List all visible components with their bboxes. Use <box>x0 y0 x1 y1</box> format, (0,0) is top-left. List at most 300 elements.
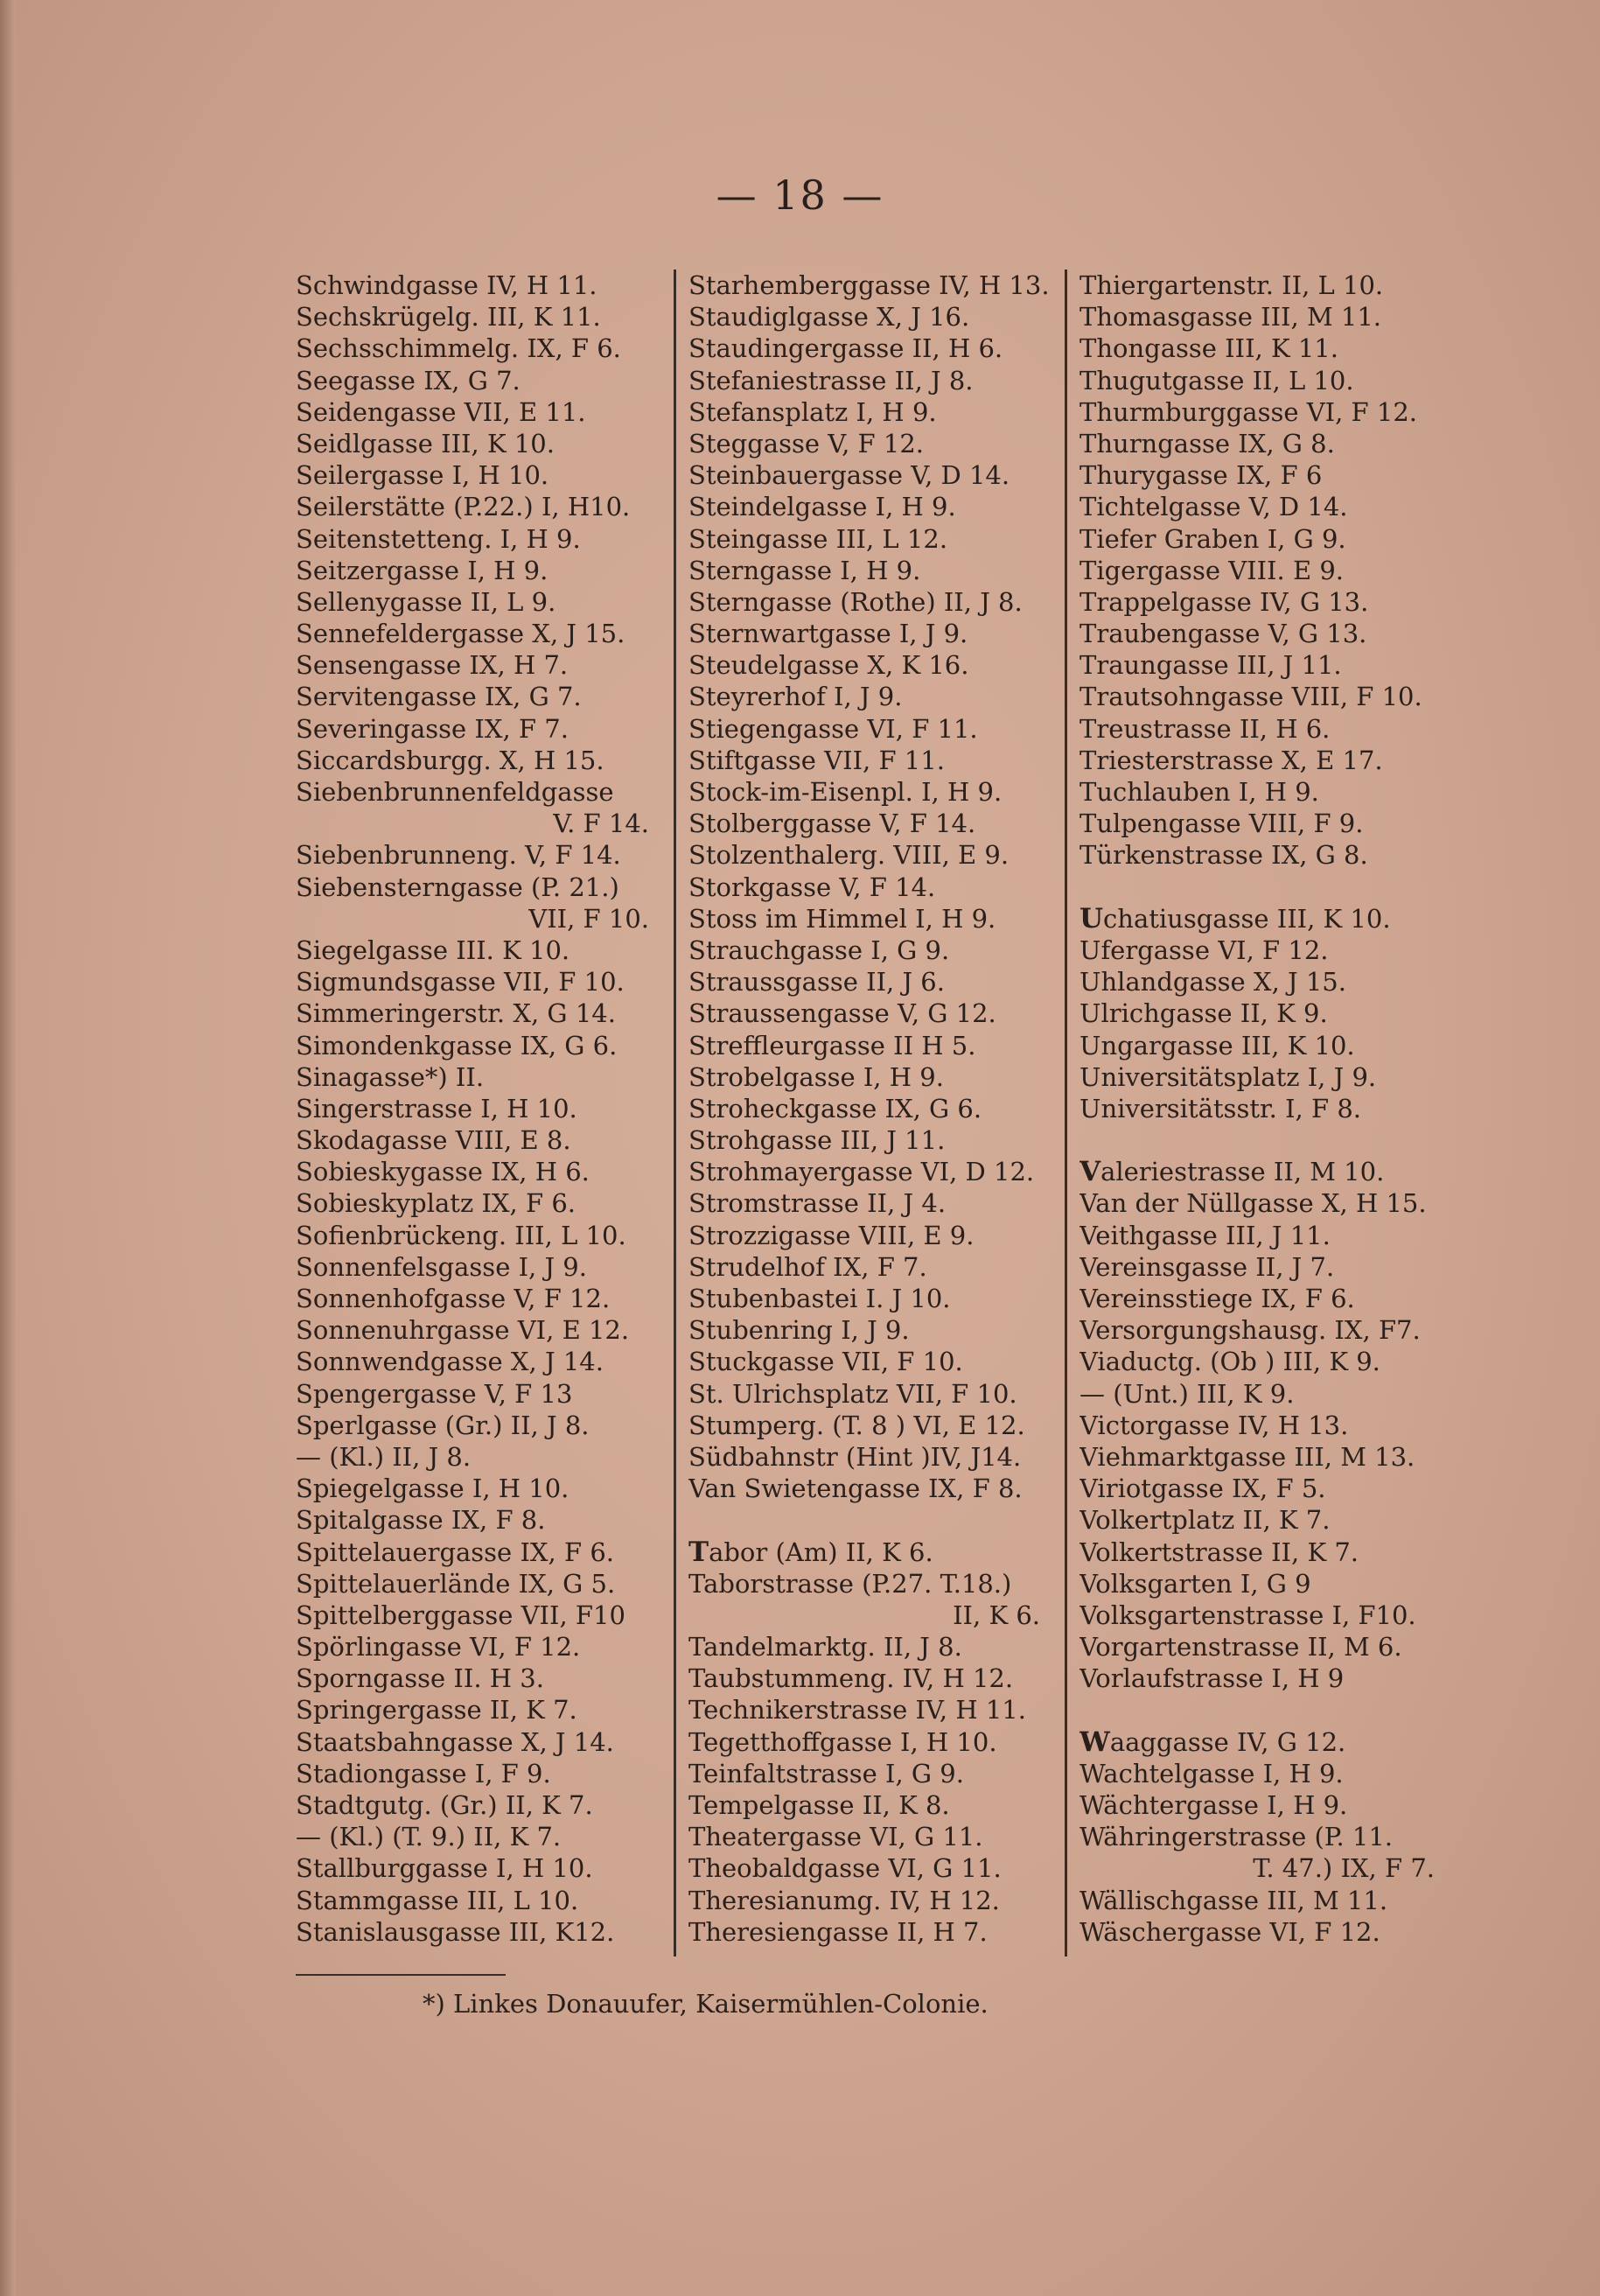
index-entry-text: Seilerstätte (P.22.) I, H10. <box>296 492 631 522</box>
index-entry <box>1079 1378 1459 1410</box>
index-entry-text: Thugutgasse II, L 10. <box>1079 365 1354 396</box>
index-entry-text: Stumperg. (T. 8 ) VI, E 12. <box>688 1410 1025 1440</box>
index-entry-text: Wachtelgasse I, H 9. <box>1079 1758 1344 1788</box>
index-entry <box>688 1694 1065 1726</box>
index-entry <box>1079 1410 1459 1441</box>
index-entry-text: Tiefer Graben I, G 9. <box>1079 523 1346 554</box>
index-entry-text: Steudelgasse X, K 16. <box>688 650 969 681</box>
index-entry <box>1079 459 1459 491</box>
index-entry-text: Seegasse IX, G 7. <box>296 365 521 396</box>
index-entry <box>1079 1821 1459 1852</box>
index-entry-text: Tempelgasse II, K 8. <box>688 1790 950 1820</box>
index-entry-text: Simondenkgasse IX, G 6. <box>296 1030 618 1060</box>
index-entry <box>688 808 1065 839</box>
index-entry-text: Stanislausgasse III, K12. <box>296 1916 615 1947</box>
index-entry <box>1079 934 1459 966</box>
index-entry-text: aaggasse IV, G 12. <box>1109 1726 1346 1757</box>
index-entry-text: Vereinsstiege IX, F 6. <box>1079 1284 1355 1313</box>
index-entry-text: Stock-im-Eisenpl. I, H 9. <box>688 777 1003 807</box>
index-entry-text: Singerstrasse I, H 10. <box>296 1093 577 1124</box>
footnote-rule <box>296 1974 506 1976</box>
index-entry <box>688 1061 1065 1093</box>
index-entry-text: aleriestrasse II, M 10. <box>1100 1157 1385 1187</box>
index-entry <box>1079 1758 1459 1789</box>
index-entry <box>688 1410 1065 1441</box>
index-entry-text: Stoss im Himmel I, H 9. <box>688 903 996 934</box>
index-entry-text: Stuckgasse VII, F 10. <box>688 1347 963 1377</box>
index-entry-text: Thurygasse IX, F 6 <box>1079 460 1323 491</box>
index-entry-text: Traubengasse V, G 13. <box>1079 619 1367 649</box>
index-entry-text: St. Ulrichsplatz VII, F 10. <box>688 1378 1017 1409</box>
index-entry <box>296 365 674 396</box>
index-entry <box>1079 1662 1459 1694</box>
index-entry <box>296 1758 674 1789</box>
index-entry-text: VII, F 10. <box>528 903 649 934</box>
index-entry-text: Schwindgasse IV, H 11. <box>296 270 597 300</box>
index-entry <box>296 934 674 966</box>
index-entry-text: Sterngasse I, H 9. <box>688 555 921 585</box>
index-entry-text: Steyrerhof I, J 9. <box>688 682 903 712</box>
index-entry <box>296 555 674 586</box>
index-entry <box>296 681 674 712</box>
index-entry <box>688 459 1065 491</box>
index-entry-text: Sporngasse II. H 3. <box>296 1663 544 1694</box>
index-entry <box>296 966 674 998</box>
index-entry-text: Sternwartgasse I, J 9. <box>688 619 968 649</box>
index-entry <box>1079 1156 1459 1187</box>
index-entry <box>296 1662 674 1694</box>
index-entry <box>296 586 674 618</box>
index-entry <box>1079 491 1459 522</box>
index-entry-text: Türkenstrasse IX, G 8. <box>1079 840 1368 871</box>
index-entry <box>1079 1885 1459 1916</box>
index-entry-text: Viaductg. (Ob ) III, K 9. <box>1079 1347 1380 1377</box>
index-entry <box>688 365 1065 396</box>
index-entry-text: Thurngasse IX, G 8. <box>1079 428 1335 458</box>
index-entry <box>1079 1187 1459 1219</box>
index-entry-text: Volkertplatz II, K 7. <box>1079 1505 1331 1536</box>
index-entry-text: Sofienbrückeng. III, L 10. <box>296 1220 626 1250</box>
index-entry <box>1079 776 1459 808</box>
index-entry <box>1079 1789 1459 1821</box>
index-entry-text: Thiergartenstr. II, L 10. <box>1079 270 1384 300</box>
index-entry-text: Seidlgasse III, K 10. <box>296 428 555 458</box>
index-entry-text: Spittelauergasse IX, F 6. <box>296 1536 614 1567</box>
index-entry <box>1079 1631 1459 1662</box>
index-entry-text: — (Unt.) III, K 9. <box>1079 1378 1295 1409</box>
index-entry-text: Ulrichgasse II, K 9. <box>1079 998 1328 1029</box>
index-entry <box>296 1504 674 1536</box>
index-entry <box>1079 808 1459 839</box>
index-entry <box>1079 839 1459 871</box>
index-entry-text: Universitätsplatz I, J 9. <box>1079 1061 1377 1092</box>
index-entry <box>1079 1030 1459 1061</box>
index-entry <box>1079 1441 1459 1473</box>
index-entry-text: Tulpengasse VIII, F 9. <box>1079 808 1364 839</box>
index-entry <box>1079 1346 1459 1377</box>
index-entry-text: Spittelberggasse VII, F10 <box>296 1600 625 1630</box>
index-entry <box>688 998 1065 1029</box>
index-entry <box>1079 1916 1459 1948</box>
index-entry <box>296 1187 674 1219</box>
index-entry-text: Steinbauergasse V, D 14. <box>688 460 1010 491</box>
index-entry-text: Seidengasse VII, E 11. <box>296 396 586 427</box>
index-entry <box>1079 1473 1459 1504</box>
index-entry <box>296 1631 674 1662</box>
index-entry <box>296 428 674 459</box>
index-entry-text: Tigergasse VIII. E 9. <box>1079 555 1345 585</box>
index-entry <box>688 1726 1065 1758</box>
index-entry-text: Vereinsgasse II, J 7. <box>1079 1251 1335 1282</box>
index-entry <box>296 491 674 522</box>
index-entry <box>688 1251 1065 1283</box>
index-entry-text: Stadtgutg. (Gr.) II, K 7. <box>296 1790 593 1820</box>
index-entry <box>296 1441 674 1473</box>
index-entry <box>296 1283 674 1314</box>
index-entry-text: Ungargasse III, K 10. <box>1079 1030 1355 1060</box>
index-entry <box>688 872 1065 903</box>
index-entry <box>296 1536 674 1568</box>
index-entry <box>296 1600 674 1631</box>
index-entry-text: Währingerstrasse (P. 11. <box>1079 1822 1393 1852</box>
index-entry-text: Trappelgasse IV, G 13. <box>1079 586 1369 617</box>
index-entry-text: Sobieskygasse IX, H 6. <box>296 1157 590 1187</box>
index-entry <box>688 1536 1065 1568</box>
index-entry <box>296 270 674 301</box>
index-entry-text: Teinfaltstrasse I, G 9. <box>688 1758 964 1788</box>
index-column-1 <box>296 270 674 1956</box>
index-entry-text: Sensengasse IX, H 7. <box>296 650 569 681</box>
index-entry <box>296 998 674 1029</box>
index-entry-text: Stroheckgasse IX, G 6. <box>688 1093 982 1124</box>
index-entry <box>296 1916 674 1948</box>
index-entry-text: Siebenbrunnenfeldgasse <box>296 777 614 807</box>
index-entry-text: Spiegelgasse I, H 10. <box>296 1474 569 1504</box>
index-entry <box>296 649 674 681</box>
index-entry <box>296 332 674 364</box>
index-entry <box>296 1568 674 1600</box>
index-entry <box>296 618 674 649</box>
index-entry-text: Technikerstrasse IV, H 11. <box>688 1695 1026 1726</box>
index-entry-text: Ufergasse VI, F 12. <box>1079 934 1329 965</box>
index-entry-text: Uhlandgasse X, J 15. <box>1079 967 1346 998</box>
index-entry-text: Thomasgasse III, M 11. <box>1079 302 1381 332</box>
index-entry-text: Severingasse IX, F 7. <box>296 713 569 744</box>
index-entry <box>688 270 1065 301</box>
index-entry <box>1079 681 1459 712</box>
index-entry <box>1079 1504 1459 1536</box>
index-entry <box>688 1916 1065 1948</box>
index-entry-text: Servitengasse IX, G 7. <box>296 682 582 712</box>
index-entry-text: Strohgasse III, J 11. <box>688 1125 946 1156</box>
index-entry <box>296 776 674 808</box>
index-entry <box>296 872 674 903</box>
index-entry-text: Traungasse III, J 11. <box>1079 650 1342 681</box>
index-entry <box>1079 1726 1459 1758</box>
index-entry-text: Siegelgasse III. K 10. <box>296 934 570 965</box>
index-entry-text: Stammgasse III, L 10. <box>296 1885 579 1915</box>
index-entry-text: Staudingergasse II, H 6. <box>688 333 1003 364</box>
index-entry <box>296 1346 674 1377</box>
index-entry-text: Siebensterngasse (P. 21.) <box>296 872 619 902</box>
index-entry <box>296 1821 674 1852</box>
index-entry <box>1079 1536 1459 1568</box>
index-entry-text: Viehmarktgasse III, M 13. <box>1079 1441 1415 1472</box>
index-entry <box>296 1694 674 1726</box>
index-entry-text: Strobelgasse I, H 9. <box>688 1061 944 1092</box>
index-entry-text: Straussengasse V, G 12. <box>688 998 996 1029</box>
index-entry-text: Vorlaufstrasse I, H 9 <box>1079 1663 1345 1694</box>
index-entry <box>1079 903 1459 934</box>
index-entry-text: Strauchgasse I, G 9. <box>688 934 950 965</box>
index-entry-text: Tichtelgasse V, D 14. <box>1079 492 1348 522</box>
index-entry <box>296 1473 674 1504</box>
index-entry-text: Treustrasse II, H 6. <box>1079 713 1331 744</box>
index-entry <box>688 396 1065 428</box>
index-entry-text: T. 47.) IX, F 7. <box>1253 1853 1435 1884</box>
index-entry <box>1079 1220 1459 1251</box>
index-entry-text: Sennefeldergasse X, J 15. <box>296 619 625 649</box>
index-entry-text: Steindelgasse I, H 9. <box>688 492 956 522</box>
index-entry-text: Stefaniestrasse II, J 8. <box>688 365 974 396</box>
index-entry-text: Volksgarten I, G 9 <box>1079 1568 1311 1599</box>
index-entry-text: Sperlgasse (Gr.) II, J 8. <box>296 1410 590 1440</box>
index-entry-text: Spitalgasse IX, F 8. <box>296 1505 546 1536</box>
index-entry <box>296 1093 674 1124</box>
index-entry-text: — (Kl.) (T. 9.) II, K 7. <box>296 1822 562 1852</box>
index-entry <box>1079 745 1459 776</box>
index-entry <box>296 839 674 871</box>
index-entry <box>1079 365 1459 396</box>
index-entry-text: Sechsschimmelg. IX, F 6. <box>296 333 621 364</box>
section-gap <box>688 1504 1065 1536</box>
index-entry <box>296 1251 674 1283</box>
index-entry <box>688 1662 1065 1694</box>
index-entry-text: Stubenring I, J 9. <box>688 1315 910 1346</box>
index-entry-text: Volkertstrasse II, K 7. <box>1079 1536 1359 1567</box>
index-entry <box>296 1156 674 1187</box>
index-entry <box>296 1789 674 1821</box>
index-entry-text: Stadiongasse I, F 9. <box>296 1758 551 1788</box>
index-entry <box>1079 523 1459 555</box>
index-entry-text: Universitätsstr. I, F 8. <box>1079 1093 1361 1124</box>
index-entry <box>1079 396 1459 428</box>
index-entry <box>1079 555 1459 586</box>
index-entry-text: — (Kl.) II, J 8. <box>296 1441 472 1472</box>
index-entry-text: Trautsohngasse VIII, F 10. <box>1079 682 1422 712</box>
section-initial: V <box>1079 1156 1101 1188</box>
index-entry-text: Steingasse III, L 12. <box>688 523 948 554</box>
index-entry-text: Sonnenfelsgasse I, J 9. <box>296 1251 587 1282</box>
index-entry <box>296 1220 674 1251</box>
index-entry-continuation <box>688 1600 1065 1631</box>
index-entry-text: Stefansplatz I, H 9. <box>688 396 937 427</box>
index-entry-continuation <box>296 808 674 839</box>
index-entry <box>688 586 1065 618</box>
index-entry <box>1079 649 1459 681</box>
index-entry <box>688 1631 1065 1662</box>
index-entry-text: Stiftgasse VII, F 11. <box>688 745 945 775</box>
index-entry <box>1079 1568 1459 1600</box>
index-entry-text: Van der Nüllgasse X, H 15. <box>1079 1188 1427 1219</box>
index-entry <box>688 1346 1065 1377</box>
index-entry <box>1079 1061 1459 1093</box>
index-entry-text: Spörlingasse VI, F 12. <box>296 1632 581 1662</box>
section-initial: W <box>1079 1726 1110 1758</box>
index-entry-text: Stubenbastei I. J 10. <box>688 1284 951 1313</box>
index-entry <box>1079 618 1459 649</box>
index-entry-text: Seilergasse I, H 10. <box>296 460 549 491</box>
index-entry <box>688 649 1065 681</box>
index-entry <box>688 491 1065 522</box>
index-entry-text: Simmeringerstr. X, G 14. <box>296 998 616 1029</box>
index-column-3 <box>1065 270 1459 1956</box>
index-entry-text: Spittelauerlände IX, G 5. <box>296 1568 616 1599</box>
index-entry-text: Staudiglgasse X, J 16. <box>688 302 970 332</box>
index-entry <box>688 1885 1065 1916</box>
index-entry-text: Sterngasse (Rothe) II, J 8. <box>688 586 1023 617</box>
index-entry <box>688 1314 1065 1346</box>
index-entry <box>1079 301 1459 332</box>
index-entry-text: Sinagasse*) II. <box>296 1061 485 1092</box>
index-entry <box>296 1885 674 1916</box>
section-initial: T <box>688 1536 709 1568</box>
index-entry-text: Sellenygasse II, L 9. <box>296 586 556 617</box>
index-entry <box>688 1758 1065 1789</box>
index-entry-text: Storkgasse V, F 14. <box>688 872 936 902</box>
index-entry-text: Spengergasse V, F 13 <box>296 1378 573 1409</box>
index-entry <box>296 459 674 491</box>
index-entry-text: Skodagasse VIII, E 8. <box>296 1125 571 1156</box>
index-entry <box>1079 332 1459 364</box>
index-entry-text: Stallburggasse I, H 10. <box>296 1853 593 1884</box>
index-entry <box>688 1187 1065 1219</box>
index-entry-text: Tegetthoffgasse I, H 10. <box>688 1726 997 1757</box>
index-entry <box>688 934 1065 966</box>
index-entry-text: Strohmayergasse VI, D 12. <box>688 1157 1035 1187</box>
index-entry <box>296 396 674 428</box>
index-entry <box>688 966 1065 998</box>
index-entry-text: Siccardsburgg. X, H 15. <box>296 745 604 775</box>
index-entry-text: Theresiengasse II, H 7. <box>688 1916 988 1947</box>
section-initial: U <box>1079 902 1104 934</box>
index-entry-text: Stiegengasse VI, F 11. <box>688 713 978 744</box>
index-entry <box>688 1789 1065 1821</box>
index-entry-text: Straussgasse II, J 6. <box>688 967 945 998</box>
index-entry-text: Veithgasse III, J 11. <box>1079 1220 1331 1250</box>
index-entry <box>296 745 674 776</box>
index-entry <box>296 1030 674 1061</box>
footnote: *) Linkes Donauufer, Kaisermühlen-Colonie. <box>423 1989 989 2019</box>
index-entry <box>688 555 1065 586</box>
index-entry-text: Sonnenhofgasse V, F 12. <box>296 1284 611 1313</box>
index-entry-continuation <box>1079 1852 1459 1884</box>
index-entry-text: Strudelhof IX, F 7. <box>688 1251 927 1282</box>
index-entry-text: Taubstummeng. IV, H 12. <box>688 1663 1014 1694</box>
section-gap <box>1079 1124 1459 1156</box>
page-binding-edge <box>0 0 16 2296</box>
index-entry <box>688 301 1065 332</box>
index-entry <box>688 332 1065 364</box>
index-entry <box>296 1061 674 1093</box>
index-entry-text: Wällischgasse III, M 11. <box>1079 1885 1388 1915</box>
index-entry <box>296 1124 674 1156</box>
index-entry <box>296 1852 674 1884</box>
index-entry <box>688 428 1065 459</box>
index-entry-text: Viriotgasse IX, F 5. <box>1079 1474 1326 1504</box>
index-entry-text: V. F 14. <box>553 808 649 839</box>
index-entry <box>296 1314 674 1346</box>
index-entry-text: Streffleurgasse II H 5. <box>688 1030 976 1060</box>
index-entry-text: II, K 6. <box>953 1600 1040 1630</box>
index-entry-text: Thongasse III, K 11. <box>1079 333 1338 364</box>
index-entry-text: Vorgartenstrasse II, M 6. <box>1079 1632 1402 1662</box>
index-entry <box>688 681 1065 712</box>
index-entry-text: Siebenbrunneng. V, F 14. <box>296 840 621 871</box>
index-entry-text: Tuchlauben I, H 9. <box>1079 777 1319 807</box>
index-entry-text: Taborstrasse (P.27. T.18.) <box>688 1568 1012 1599</box>
index-entry <box>688 1441 1065 1473</box>
index-entry <box>688 1093 1065 1124</box>
index-entry <box>296 1410 674 1441</box>
index-entry-text: Steggasse V, F 12. <box>688 428 925 458</box>
index-entry-text: Staatsbahngasse X, J 14. <box>296 1726 614 1757</box>
index-entry-text: Thurmburggasse VI, F 12. <box>1079 396 1418 427</box>
index-entry-text: abor (Am) II, K 6. <box>709 1536 933 1567</box>
index-entry-text: chatiusgasse III, K 10. <box>1103 903 1391 934</box>
index-entry <box>1079 998 1459 1029</box>
index-entry <box>296 523 674 555</box>
index-entry <box>688 839 1065 871</box>
index-entry <box>296 713 674 745</box>
index-entry-text: Springergasse II, K 7. <box>296 1695 577 1726</box>
index-entry <box>1079 1251 1459 1283</box>
index-column-2 <box>674 270 1065 1956</box>
index-entry-text: Volksgartenstrasse I, F10. <box>1079 1600 1416 1630</box>
index-entry-text: Sonnwendgasse X, J 14. <box>296 1347 604 1377</box>
index-entry <box>688 1124 1065 1156</box>
index-entry-text: Wäschergasse VI, F 12. <box>1079 1916 1380 1947</box>
index-entry <box>688 1156 1065 1187</box>
index-entry <box>688 1030 1065 1061</box>
index-entry <box>1079 1314 1459 1346</box>
index-entry <box>688 1852 1065 1884</box>
street-index <box>296 270 1459 1956</box>
index-entry-text: Stromstrasse II, J 4. <box>688 1188 947 1219</box>
index-entry <box>688 745 1065 776</box>
index-entry <box>1079 966 1459 998</box>
index-entry-text: Triesterstrasse X, E 17. <box>1079 745 1383 775</box>
section-gap <box>1079 872 1459 903</box>
index-entry <box>1079 270 1459 301</box>
index-entry-text: Van Swietengasse IX, F 8. <box>688 1474 1023 1504</box>
index-entry-text: Versorgungshausg. IX, F7. <box>1079 1315 1421 1346</box>
index-entry-text: Sigmundsgasse VII, F 10. <box>296 967 625 998</box>
page-number: — 18 — <box>716 172 884 219</box>
index-entry <box>688 776 1065 808</box>
index-entry <box>688 1220 1065 1251</box>
index-entry <box>688 1821 1065 1852</box>
index-entry-text: Stolzenthalerg. VIII, E 9. <box>688 840 1010 871</box>
index-entry-continuation <box>296 903 674 934</box>
index-entry-text: Theatergasse VI, G 11. <box>688 1822 983 1852</box>
index-entry-text: Sobieskyplatz IX, F 6. <box>296 1188 576 1219</box>
index-entry-text: Sonnenuhrgasse VI, E 12. <box>296 1315 630 1346</box>
index-entry <box>1079 713 1459 745</box>
index-entry <box>1079 428 1459 459</box>
index-entry <box>1079 1093 1459 1124</box>
index-entry <box>1079 1600 1459 1631</box>
